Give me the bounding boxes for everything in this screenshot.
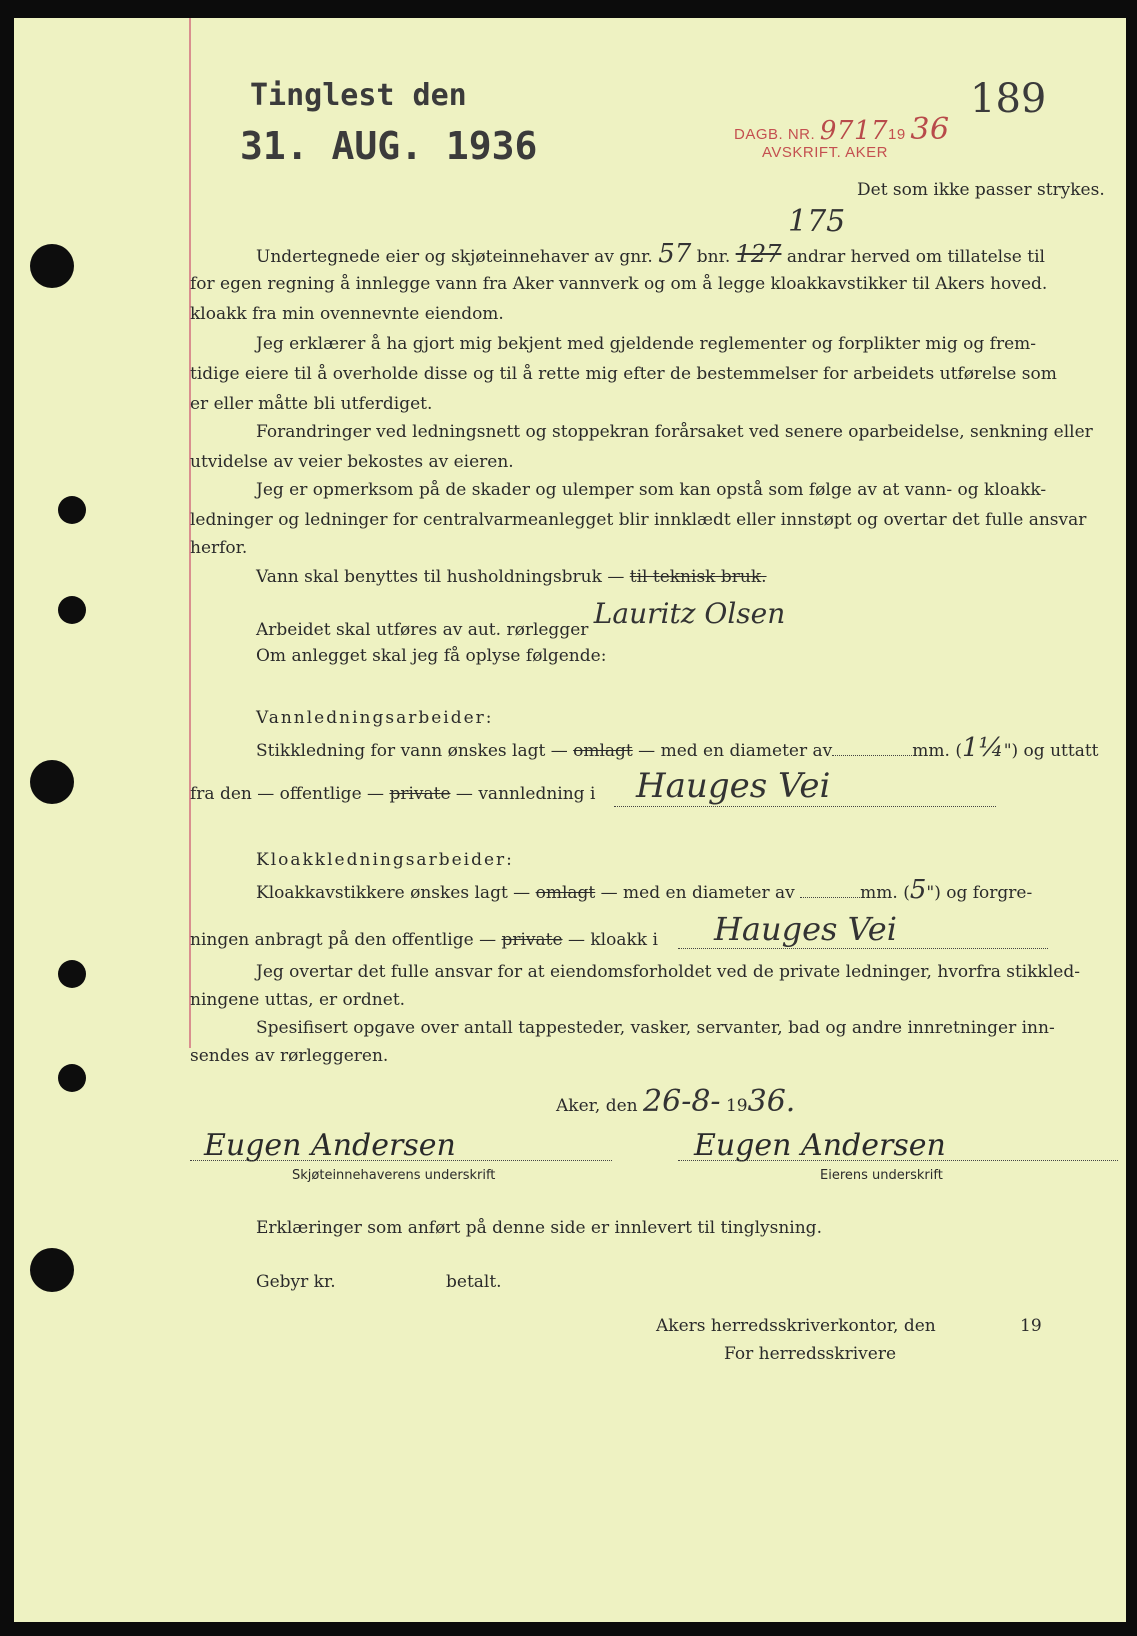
registry-label: DAGB. NR. 971719 36 bbox=[734, 112, 950, 147]
para2-line-2: tidige eiere til å overholde disse og til å rette mig efter de bestemmelser for arbeidets utførelse som bbox=[190, 364, 1057, 384]
bnr-old-value: 127 bbox=[735, 240, 782, 268]
water-line-2: fra den — offentlige — private — vannledning i bbox=[190, 784, 596, 804]
intro-line-3: kloakk fra min ovennevnte eiendom. bbox=[190, 304, 504, 324]
punch-hole bbox=[58, 1064, 86, 1092]
office-line-2: For herredsskrivere bbox=[724, 1344, 897, 1364]
fee-label: Gebyr kr. bbox=[256, 1272, 336, 1292]
intro-line-1: Undertegnede eier og skjøteinnehaver av gnr. 57 bnr. 127 andrar herved om tillatelse til bbox=[256, 239, 1045, 269]
date-day-month: 26-8- bbox=[643, 1084, 721, 1119]
inform-line: Om anlegget skal jeg få oplyse følgende: bbox=[256, 646, 607, 666]
water-diameter: 1¼ bbox=[961, 733, 1004, 763]
right-signature-caption: Eierens underskrift bbox=[820, 1168, 943, 1183]
registration-stamp-title: Tinglest den bbox=[250, 78, 467, 113]
instruction-text: Det som ikke passer strykes. bbox=[857, 180, 1105, 200]
date-year: 36. bbox=[747, 1084, 796, 1119]
water-heading: Vannledningsarbeider: bbox=[256, 708, 494, 728]
para3-line-2: utvidelse av veier bekostes av eieren. bbox=[190, 452, 514, 472]
page-number: 189 bbox=[970, 76, 1047, 122]
para4-line-3: herfor. bbox=[190, 538, 248, 558]
registration-stamp-date: 31. AUG. 1936 bbox=[240, 124, 538, 168]
water-road-dotted-line bbox=[614, 806, 996, 807]
office-line-1: Akers herredsskriverkontor, den bbox=[656, 1316, 936, 1336]
para2-line-3: er eller måtte bli utferdiget. bbox=[190, 394, 433, 414]
punch-hole bbox=[30, 244, 74, 288]
struck-technical-use: til teknisk bruk. bbox=[629, 567, 767, 587]
punch-hole bbox=[30, 1248, 74, 1292]
fee-paid: betalt. bbox=[446, 1272, 502, 1292]
sewer-road-dotted-line bbox=[678, 948, 1048, 949]
registry-number: 9717 bbox=[819, 116, 889, 146]
bnr-new-value: 175 bbox=[788, 204, 846, 239]
punch-hole bbox=[58, 960, 86, 988]
sewer-heading: Kloakkledningsarbeider: bbox=[256, 850, 514, 870]
punch-hole bbox=[58, 496, 86, 524]
water-line-1: Stikkledning for vann ønskes lagt — omlagt — med en diameter av mm. (1¼") og uttatt bbox=[256, 733, 1099, 763]
sewer-road-name: Hauges Vei bbox=[714, 910, 897, 948]
registry-year: 36 bbox=[910, 112, 950, 147]
declaration-line: Erklæringer som anført på denne side er innlevert til tinglysning. bbox=[256, 1218, 822, 1238]
para4-line-2: ledninger og ledninger for centralvarmeanlegget blir innklædt eller innstøpt og overtar det fulle ansvar bbox=[190, 510, 1087, 530]
plumber-name: Lauritz Olsen bbox=[593, 597, 786, 630]
margin-line bbox=[189, 18, 191, 1048]
sewer-diameter: 5 bbox=[909, 875, 927, 905]
para3-line-1: Forandringer ved ledningsnett og stoppekran forårsaket ved senere oparbeidelse, senkning eller bbox=[256, 422, 1093, 442]
date-line: Aker, den 26-8- 1936. bbox=[556, 1084, 796, 1119]
punch-hole bbox=[58, 596, 86, 624]
avskrift-stamp: AVSKRIFT. AKER bbox=[762, 144, 888, 161]
para5-line-2: ningene uttas, er ordnet. bbox=[190, 990, 406, 1010]
para6-line-2: sendes av rørleggeren. bbox=[190, 1046, 389, 1066]
sewer-line-1: Kloakkavstikkere ønskes lagt — omlagt — med en diameter av mm. (5") og forgre- bbox=[256, 875, 1033, 905]
para5-line-1: Jeg overtar det fulle ansvar for at eiendomsforholdet ved de private ledninger, hvorfra stikkled- bbox=[256, 962, 1080, 982]
water-use-line: Vann skal benyttes til husholdningsbruk — til teknisk bruk. bbox=[256, 567, 767, 587]
punch-hole bbox=[30, 760, 74, 804]
plumber-line: Arbeidet skal utføres av aut. rørlegger Lauritz Olsen bbox=[256, 597, 786, 640]
owner-signature: Eugen Andersen bbox=[694, 1128, 946, 1163]
intro-line-2: for egen regning å innlegge vann fra Aker vannverk og om å legge kloakkavstikker til Akers hoved. bbox=[190, 274, 1048, 294]
left-signature-line bbox=[190, 1160, 612, 1161]
document-page bbox=[14, 18, 1126, 1622]
para2-line-1: Jeg erklærer å ha gjort mig bekjent med gjeldende reglementer og forplikter mig og frem- bbox=[256, 334, 1036, 354]
owner-deed-signature: Eugen Andersen bbox=[204, 1128, 456, 1163]
left-signature-caption: Skjøteinnehaverens underskrift bbox=[292, 1168, 496, 1183]
gnr-value: 57 bbox=[658, 239, 692, 269]
office-year: 19 bbox=[1020, 1316, 1042, 1336]
right-signature-line bbox=[678, 1160, 1118, 1161]
para4-line-1: Jeg er opmerksom på de skader og ulemper som kan opstå som følge av at vann- og kloakk- bbox=[256, 480, 1047, 500]
sewer-line-2: ningen anbragt på den offentlige — private — kloakk i bbox=[190, 930, 658, 950]
water-road-name: Hauges Vei bbox=[636, 766, 831, 806]
para6-line-1: Spesifisert opgave over antall tappesteder, vasker, servanter, bad og andre innretninger inn- bbox=[256, 1018, 1055, 1038]
